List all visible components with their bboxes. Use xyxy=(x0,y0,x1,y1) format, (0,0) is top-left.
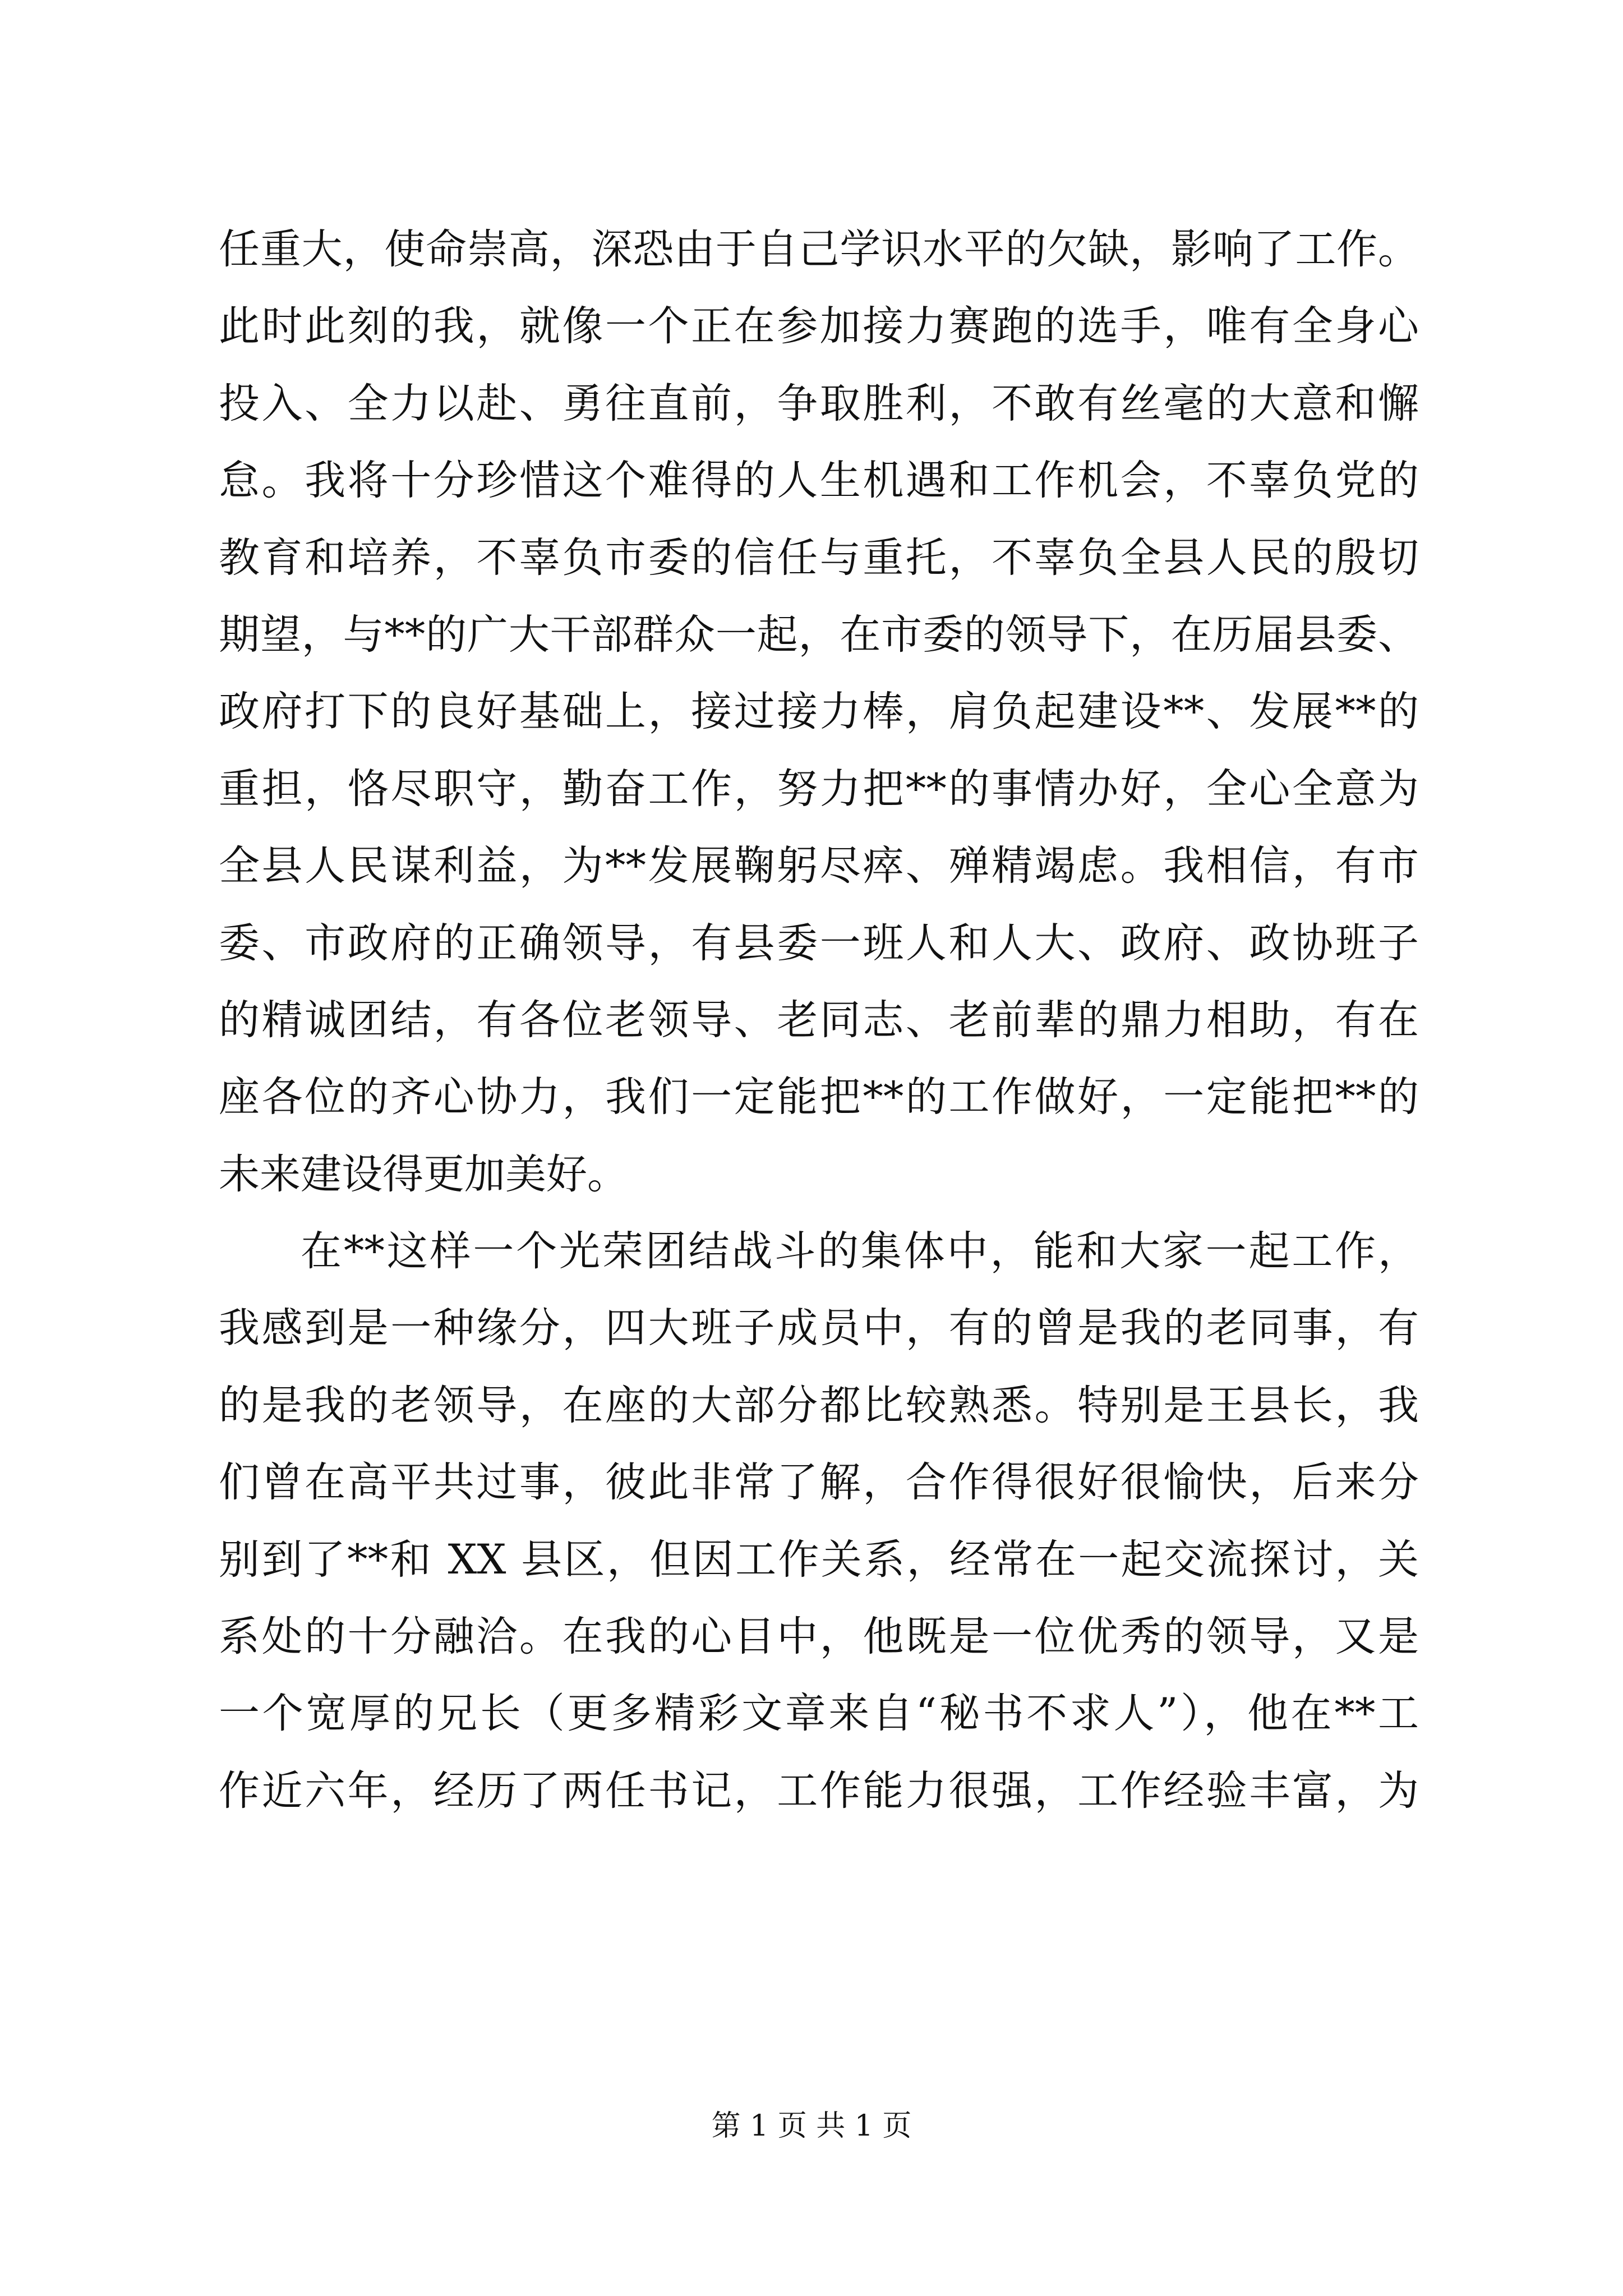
text-line: 在**这样一个光荣团结战斗的集体中，能和大家一起工作， xyxy=(301,1227,1419,1276)
page-footer xyxy=(0,2106,1623,2146)
page-number-label: 第 1 页 共 1 页 xyxy=(711,2109,912,2143)
text-line: 此时此刻的我，就像一个正在参加接力赛跑的选手，唯有全身心 xyxy=(219,302,1419,351)
text-line: 期望，与**的广大干部群众一起，在市委的领导下，在历届县委、 xyxy=(219,610,1419,659)
text-line: 投入、全力以赴、勇往直前，争取胜利，不敢有丝毫的大意和懈 xyxy=(219,379,1419,427)
text-line: 未来建设得更加美好。 xyxy=(219,1150,628,1198)
text-line: 作近六年，经历了两任书记，工作能力很强，工作经验丰富，为 xyxy=(219,1766,1419,1815)
text-line: 的精诚团结，有各位老领导、老同志、老前辈的鼎力相助，有在 xyxy=(219,996,1419,1044)
text-line: 我感到是一种缘分，四大班子成员中，有的曾是我的老同事，有 xyxy=(219,1304,1419,1352)
text-line: 全县人民谋利益，为**发展鞠躬尽瘁、殚精竭虑。我相信，有市 xyxy=(219,842,1419,890)
text-line: 任重大，使命崇高，深恐由于自己学识水平的欠缺，影响了工作。 xyxy=(219,226,1419,273)
text-line: 重担，恪尽职守，勤奋工作，努力把**的事情办好，全心全意为 xyxy=(219,765,1419,813)
text-line: 政府打下的良好基础上，接过接力棒，肩负起建设**、发展**的 xyxy=(219,688,1419,736)
text-line: 的是我的老领导，在座的大部分都比较熟悉。特别是王县长，我 xyxy=(219,1381,1419,1429)
text-line: 系处的十分融洽。在我的心目中，他既是一位优秀的领导，又是 xyxy=(219,1613,1419,1661)
text-line: 别到了**和 XX 县区，但因工作关系，经常在一起交流探讨，关 xyxy=(219,1535,1419,1584)
text-line: 教育和培养，不辜负市委的信任与重托，不辜负全县人民的殷切 xyxy=(219,533,1419,582)
text-line: 们曾在高平共过事，彼此非常了解，合作得很好很愉快，后来分 xyxy=(219,1458,1419,1507)
text-line: 委、市政府的正确领导，有县委一班人和人大、政府、政协班子 xyxy=(219,919,1419,967)
text-line: 怠。我将十分珍惜这个难得的人生机遇和工作机会，不辜负党的 xyxy=(219,457,1419,505)
document-body xyxy=(219,211,1419,1829)
text-line: 座各位的齐心协力，我们一定能把**的工作做好，一定能把**的 xyxy=(219,1073,1419,1121)
text-line: 一个宽厚的兄长（更多精彩文章来自“秘书不求人”），他在**工 xyxy=(219,1690,1419,1738)
